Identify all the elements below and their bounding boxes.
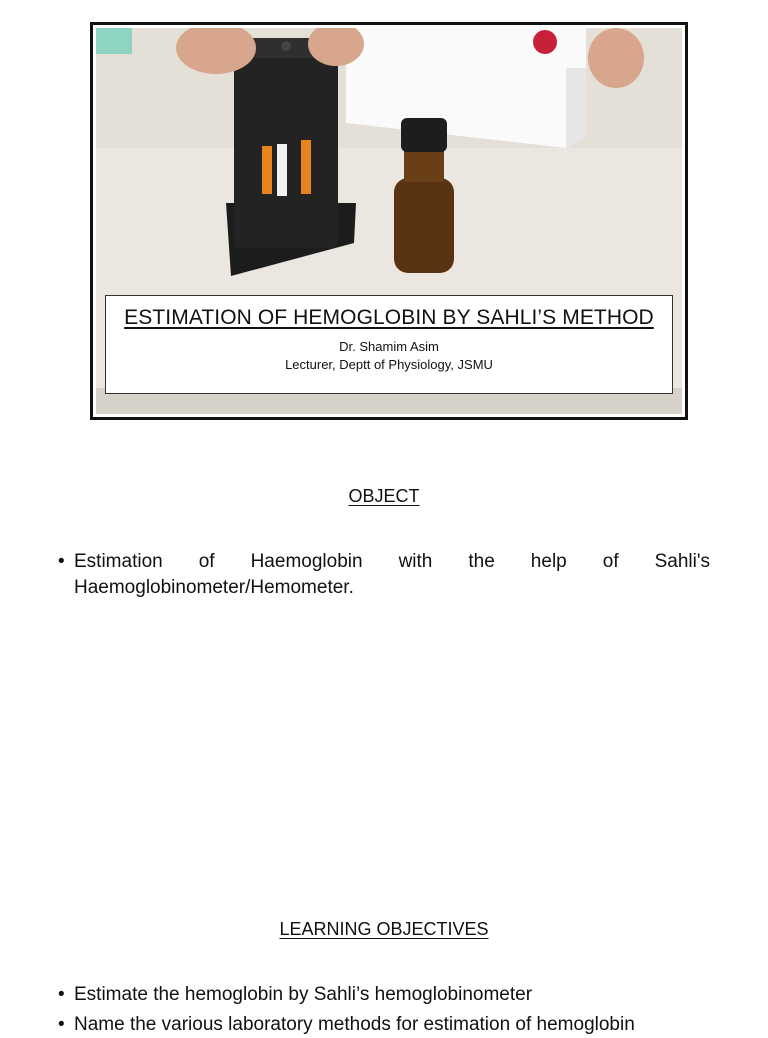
bullet-dot: •	[58, 984, 65, 1005]
object-heading: OBJECT	[348, 486, 420, 506]
title-box	[105, 295, 673, 394]
learning-bullet-2	[58, 1012, 710, 1038]
slide-title: ESTIMATION OF HEMOGLOBIN BY SAHLI’S METHOD	[124, 306, 654, 329]
author-name: Dr. Shamim Asim	[339, 339, 439, 354]
bullet-dot: •	[58, 1014, 65, 1035]
learning-bullet-1	[58, 982, 710, 1008]
learning-bullet-text: Name the various laboratory methods for estimation of hemoglobin	[74, 1014, 635, 1035]
learning-objectives-heading: LEARNING OBJECTIVES	[279, 919, 489, 939]
learning-bullet-text: Estimate the hemoglobin by Sahli’s hemoglobinometer	[74, 984, 533, 1005]
hemometer-photo	[96, 28, 682, 414]
bullet-dot: •	[58, 551, 65, 572]
title-slide-frame	[90, 22, 688, 420]
object-bullet-text: Estimation of Haemoglobin with the help of Sahli's Haemoglobinometer/Hemometer.	[74, 551, 710, 598]
author-affiliation: Lecturer, Deptt of Physiology, JSMU	[285, 357, 493, 372]
object-bullet-1	[58, 549, 710, 601]
